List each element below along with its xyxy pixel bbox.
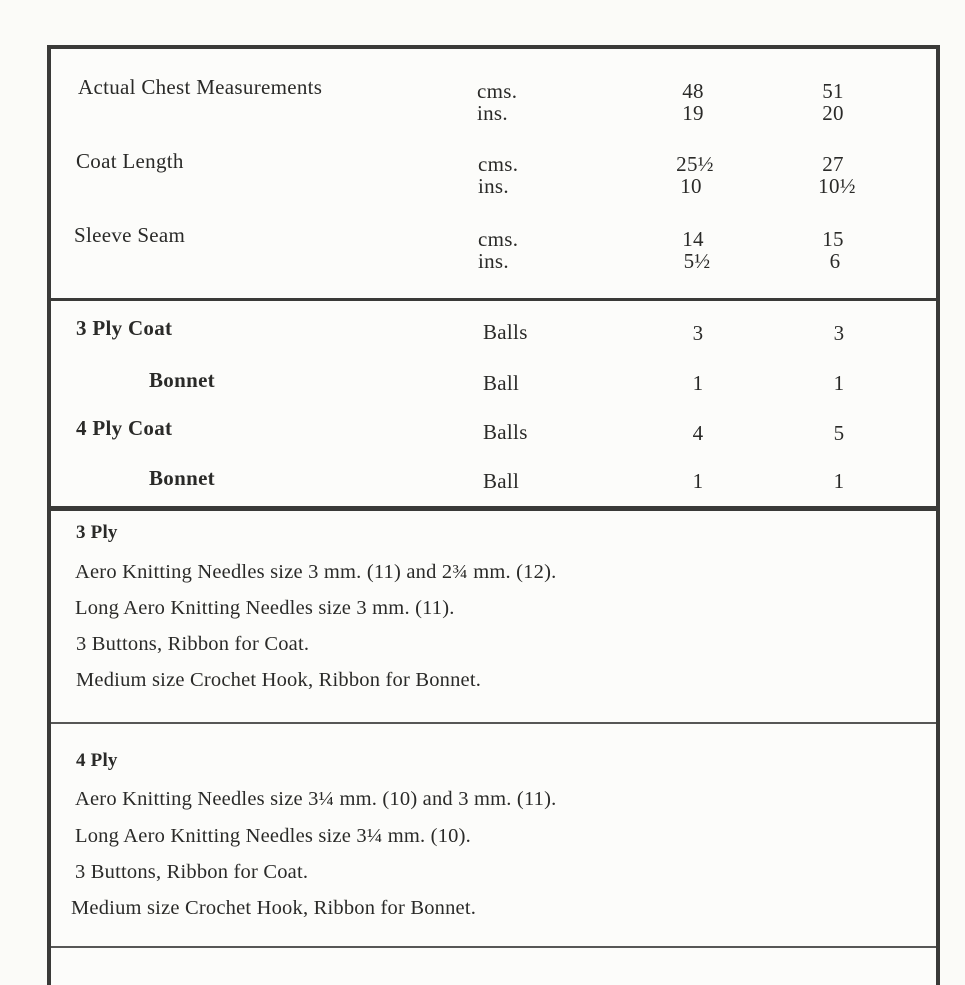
measurement-value: 25½ xyxy=(676,152,714,176)
measurement-value: 51 xyxy=(822,79,844,103)
materials-heading: 4 Ply xyxy=(76,750,118,771)
measurement-value: 10½ xyxy=(818,174,856,198)
yarn-value: 3 xyxy=(833,321,845,345)
yarn-section xyxy=(51,301,936,506)
measurement-unit: ins. xyxy=(478,249,509,273)
measurement-unit: ins. xyxy=(477,101,508,125)
materials-line: Medium size Crochet Hook, Ribbon for Bonnet. xyxy=(76,669,482,691)
measurement-value: 15 xyxy=(822,227,844,251)
yarn-unit: Balls xyxy=(483,420,528,444)
measurement-value: 6 xyxy=(829,249,841,273)
yarn-value: 1 xyxy=(833,469,845,493)
measurement-value: 48 xyxy=(682,79,704,103)
measurement-unit: cms. xyxy=(478,227,519,251)
yarn-value: 1 xyxy=(692,469,704,493)
yarn-unit: Balls xyxy=(483,320,528,344)
yarn-label: Bonnet xyxy=(149,368,215,392)
measurement-value: 20 xyxy=(822,101,844,125)
yarn-value: 5 xyxy=(833,421,845,445)
section-divider xyxy=(51,946,936,948)
measurement-value: 19 xyxy=(682,101,704,125)
measurement-label: Actual Chest Measurements xyxy=(78,75,323,99)
materials-line: Aero Knitting Needles size 3¼ mm. (10) and 3 mm. (11). xyxy=(75,788,557,810)
materials-line: 3 Buttons, Ribbon for Coat. xyxy=(75,861,309,883)
materials-line: 3 Buttons, Ribbon for Coat. xyxy=(76,633,310,655)
measurement-unit: ins. xyxy=(478,174,509,198)
materials-4ply-section xyxy=(51,724,936,946)
yarn-value: 1 xyxy=(692,371,704,395)
measurements-section xyxy=(51,49,936,299)
yarn-label: 4 Ply Coat xyxy=(76,416,173,440)
measurement-value: 14 xyxy=(682,227,704,251)
yarn-unit: Ball xyxy=(483,371,520,395)
materials-3ply-section xyxy=(51,511,936,723)
measurement-value: 5½ xyxy=(683,249,711,273)
yarn-value: 1 xyxy=(833,371,845,395)
yarn-value: 4 xyxy=(692,421,704,445)
yarn-value: 3 xyxy=(692,321,704,345)
yarn-unit: Ball xyxy=(483,469,520,493)
pattern-requirements-card xyxy=(47,45,940,985)
measurement-unit: cms. xyxy=(477,79,518,103)
measurement-value: 10 xyxy=(680,174,702,198)
measurement-label: Coat Length xyxy=(76,149,184,173)
materials-line: Medium size Crochet Hook, Ribbon for Bonnet. xyxy=(71,897,477,919)
materials-line: Long Aero Knitting Needles size 3 mm. (11). xyxy=(75,597,455,619)
measurement-label: Sleeve Seam xyxy=(74,223,186,247)
materials-heading: 3 Ply xyxy=(76,522,118,543)
yarn-label: 3 Ply Coat xyxy=(76,316,173,340)
measurement-unit: cms. xyxy=(478,152,519,176)
materials-line: Aero Knitting Needles size 3 mm. (11) and 2¾ mm. (12). xyxy=(75,561,557,583)
materials-line: Long Aero Knitting Needles size 3¼ mm. (10). xyxy=(75,825,471,847)
measurement-value: 27 xyxy=(822,152,844,176)
yarn-label: Bonnet xyxy=(149,466,215,490)
